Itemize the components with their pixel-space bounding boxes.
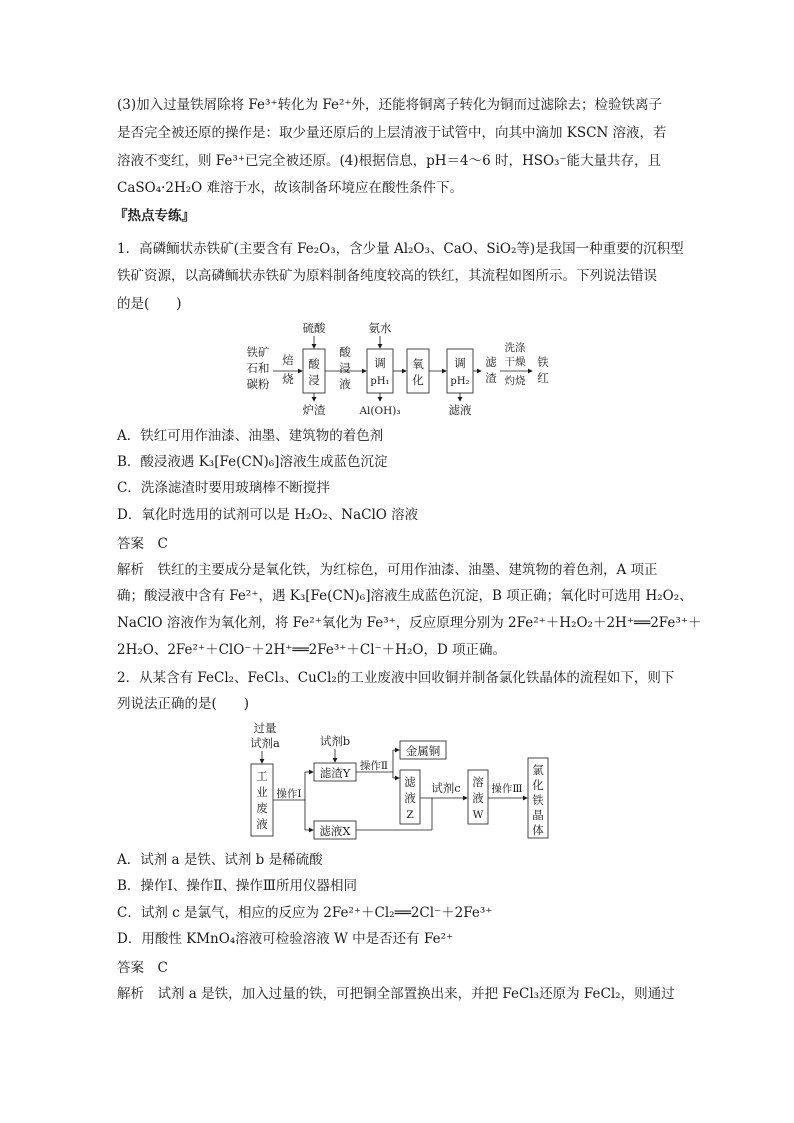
svg-text:碳粉: 碳粉: [246, 377, 270, 391]
svg-text:晶: 晶: [532, 808, 544, 822]
q2-option-c: C．试剂 c 是氯气，相应的反应为 2Fe²⁺＋Cl₂══2Cl⁻＋2Fe³⁺: [117, 905, 493, 921]
intro-line-1: (3)加入过量铁屑除将 Fe³⁺转化为 Fe²⁺外，还能将铜离子转化为铜而过滤除去；检验铁离子: [117, 97, 663, 113]
q1-ammonia: 氨水: [368, 321, 392, 335]
svg-text:液: 液: [472, 791, 484, 805]
q1-slag: 炉渣: [302, 403, 326, 417]
svg-text:化: 化: [412, 373, 424, 387]
svg-text:调: 调: [454, 356, 466, 370]
svg-text:溶: 溶: [472, 775, 484, 789]
q2-answer: 答案 C: [117, 960, 168, 976]
q1-roast-label: 焙: [282, 353, 294, 367]
svg-text:滤渣Y: 滤渣Y: [319, 766, 351, 780]
svg-text:浸: 浸: [308, 373, 320, 387]
q2-stem-2: 列说法正确的是( ): [117, 696, 250, 712]
q1-option-b: B．酸浸液遇 K₃[Fe(CN)₆]溶液生成蓝色沉淀: [117, 454, 388, 470]
intro-line-3: 溶液不变红，则 Fe³⁺已完全被还原。(4)根据信息，pH＝4～6 时，HSO₃⁻能大量共存，且: [117, 153, 662, 169]
q1-option-a: A．铁红可用作油漆、油墨、建筑物的着色剂: [117, 428, 384, 444]
q1-sulfuric-acid: 硫酸: [302, 321, 326, 335]
q1-stem-1: 1．高磷鲕状赤铁矿(主要含有 Fe₂O₃，含少量 Al₂O₃、CaO、SiO₂等)是我国一种重要的沉积型: [117, 241, 684, 257]
intro-line-4: CaSO₄·2H₂O 难溶于水，故该制备环境应在酸性条件下。: [117, 180, 464, 196]
svg-text:滤: 滤: [404, 775, 416, 789]
q1-stem-2: 铁矿资源，以高磷鲕状赤铁矿为原料制备纯度较高的铁红，其流程如图所示。下列说法错误: [117, 268, 657, 284]
q2-stem-1: 2．从某含有 FeCl₂、FeCl₃、CuCl₂的工业废液中回收铜并制备氯化铁晶体的流程如下，则下: [117, 670, 675, 686]
q2-reagent-c: 试剂c: [431, 781, 461, 795]
q2-op1: 操作Ⅰ: [276, 788, 302, 800]
q2-option-a: A．试剂 a 是铁、试剂 b 是稀硫酸: [117, 852, 323, 868]
q2-option-b: B．操作Ⅰ、操作Ⅱ、操作Ⅲ所用仪器相同: [117, 878, 357, 894]
q1-wash: 洗涤: [504, 342, 526, 354]
svg-text:酸: 酸: [308, 357, 320, 371]
svg-text:pH₂: pH₂: [450, 376, 470, 387]
svg-text:铁: 铁: [532, 793, 544, 807]
q1-analysis-4: 2H₂O、2Fe²⁺＋ClO⁻＋2H⁺══2Fe³⁺＋Cl⁻＋H₂O，D 项正确。: [117, 642, 507, 658]
q2-option-d: D．用酸性 KMnO₄溶液可检验溶液 W 中是否还有 Fe²⁺: [117, 931, 454, 947]
q1-analysis-3: NaClO 溶液作为氧化剂，将 Fe²⁺氧化为 Fe³⁺，反应原理分别为 2Fe²⁺＋H₂O₂＋2H⁺══2Fe³⁺＋: [117, 615, 702, 631]
svg-text:氧: 氧: [412, 357, 424, 371]
svg-text:烧: 烧: [282, 372, 294, 386]
svg-text:金属铜: 金属铜: [405, 744, 441, 758]
svg-text:业: 业: [256, 785, 268, 799]
q1-input-label: 铁矿: [246, 345, 270, 359]
svg-text:体: 体: [532, 823, 544, 837]
q2-reagent-a: 过量: [253, 721, 277, 735]
svg-text:灼烧: 灼烧: [504, 375, 526, 387]
q1-flow-diagram: [240, 318, 560, 422]
svg-text:石和: 石和: [246, 361, 270, 375]
svg-text:化: 化: [532, 778, 544, 792]
q1-aloh3: Al(OH)₃: [359, 405, 401, 417]
q1-option-d: D．氧化时选用的试剂可以是 H₂O₂、NaClO 溶液: [117, 507, 419, 523]
svg-text:液: 液: [339, 377, 351, 391]
q2-flow-diagram: [245, 720, 555, 844]
svg-text:红: 红: [537, 371, 549, 385]
q1-residue: 滤: [485, 355, 497, 369]
q2-op3: 操作Ⅲ: [491, 783, 523, 795]
q1-answer: 答案 C: [117, 536, 168, 552]
svg-text:氯: 氯: [532, 763, 544, 777]
svg-text:渣: 渣: [485, 371, 497, 385]
q1-analysis-2: 确；酸浸液中含有 Fe²⁺，遇 K₃[Fe(CN)₆]溶液生成蓝色沉淀，B 项正确；氧化时可选用 H₂O₂、: [117, 588, 693, 604]
svg-text:浸: 浸: [339, 361, 351, 375]
svg-text:pH₁: pH₁: [370, 376, 390, 387]
q1-leachate: 酸: [339, 345, 351, 359]
q2-op2: 操作Ⅱ: [359, 760, 389, 772]
q1-stem-3: 的是( ): [117, 296, 182, 312]
q1-product: 铁: [537, 355, 549, 369]
svg-text:Z: Z: [406, 809, 414, 821]
svg-text:废: 废: [256, 801, 268, 815]
svg-text:液: 液: [256, 817, 268, 831]
section-title: 『热点专练』: [114, 208, 195, 224]
intro-line-2: 是否完全被还原的操作是：取少量还原后的上层清液于试管中，向其中滴加 KSCN 溶液，若: [117, 125, 667, 141]
svg-text:滤液X: 滤液X: [319, 824, 351, 838]
q1-option-c: C．洗涤滤渣时要用玻璃棒不断搅拌: [117, 480, 330, 496]
svg-text:试剂a: 试剂a: [250, 736, 280, 750]
q1-filtrate: 滤液: [448, 403, 472, 417]
svg-text:干燥: 干燥: [504, 356, 526, 368]
svg-text:工: 工: [256, 769, 268, 783]
q2-reagent-b: 试剂b: [319, 734, 351, 748]
q1-analysis-1: 解析 铁红的主要成分是氧化铁，为红棕色，可用作油漆、油墨、建筑物的着色剂，A 项正: [117, 562, 658, 578]
svg-text:液: 液: [404, 791, 416, 805]
svg-text:调: 调: [374, 356, 386, 370]
q2-analysis-1: 解析 试剂 a 是铁，加入过量的铁，可把铜全部置换出来，并把 FeCl₃还原为 FeCl₂，则通过: [117, 986, 675, 1002]
svg-text:W: W: [472, 809, 484, 821]
